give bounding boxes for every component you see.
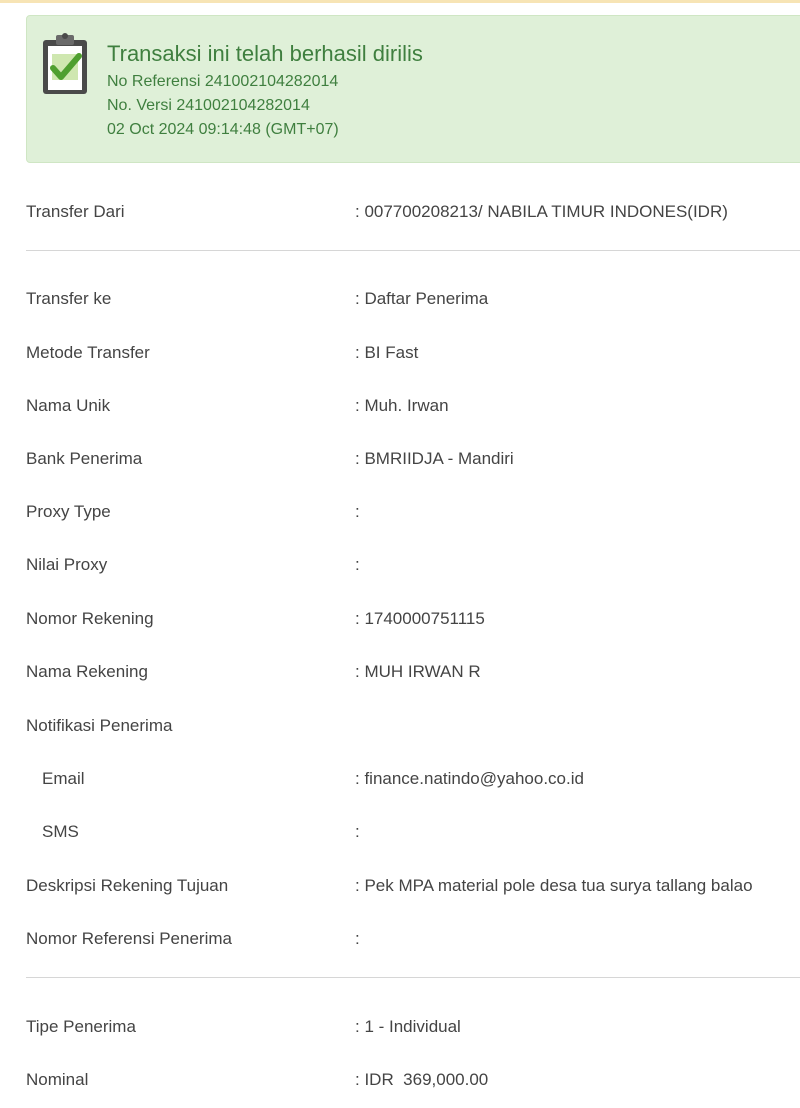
label-nomor-referensi-penerima: Nomor Referensi Penerima (26, 929, 232, 948)
label-proxy-type: Proxy Type (26, 502, 111, 521)
label-notifikasi-penerima: Notifikasi Penerima (26, 716, 173, 735)
divider (26, 250, 800, 251)
row-transfer-ke (0, 284, 800, 314)
row-metode-transfer (0, 338, 800, 368)
label-metode-transfer: Metode Transfer (26, 343, 150, 362)
label-nilai-proxy: Nilai Proxy (26, 555, 108, 574)
label-transfer-ke: Transfer ke (26, 289, 112, 308)
label-transfer-dari: Transfer Dari (26, 202, 125, 221)
clipboard-check-icon (41, 30, 89, 96)
value-tipe-penerima: : 1 - Individual (355, 1017, 461, 1036)
transaction-timestamp: 02 Oct 2024 09:14:48 (GMT+07) (107, 121, 339, 138)
value-sms: : (355, 822, 360, 841)
value-nominal: : IDR 369,000.00 (355, 1070, 489, 1089)
label-bank-penerima: Bank Penerima (26, 449, 143, 468)
row-nama-unik (0, 391, 800, 421)
label-nomor-rekening: Nomor Rekening (26, 609, 154, 628)
value-transfer-ke: : Daftar Penerima (355, 289, 489, 308)
label-nama-unik: Nama Unik (26, 396, 111, 415)
banner-title: Transaksi ini telah berhasil dirilis (107, 41, 423, 66)
row-proxy-type (0, 497, 800, 527)
label-nama-rekening: Nama Rekening (26, 662, 148, 681)
row-bank-penerima (0, 444, 800, 474)
row-nominal (0, 1065, 800, 1095)
top-accent-strip (0, 0, 800, 3)
row-email (0, 764, 800, 794)
label-deskripsi-rekening: Deskripsi Rekening Tujuan (26, 876, 229, 895)
label-tipe-penerima: Tipe Penerima (26, 1017, 136, 1036)
label-sms: SMS (42, 822, 79, 841)
value-nama-unik: : Muh. Irwan (355, 396, 449, 415)
row-nomor-rekening (0, 604, 800, 634)
row-deskripsi-rekening (0, 871, 800, 901)
row-nilai-proxy (0, 550, 800, 580)
row-nama-rekening (0, 657, 800, 687)
value-email: : finance.natindo@yahoo.co.id (355, 769, 584, 788)
value-metode-transfer: : BI Fast (355, 343, 419, 362)
row-nomor-referensi-penerima (0, 924, 800, 954)
value-deskripsi-rekening: : Pek MPA material pole desa tua surya tallang balao (355, 876, 753, 895)
reference-number: No Referensi 241002104282014 (107, 73, 339, 90)
divider (26, 977, 800, 978)
label-nominal: Nominal (26, 1070, 89, 1089)
version-number: No. Versi 241002104282014 (107, 97, 310, 114)
value-proxy-type: : (355, 502, 360, 521)
row-transfer-dari (0, 197, 800, 227)
row-notifikasi-penerima (0, 711, 800, 741)
value-bank-penerima: : BMRIIDJA - Mandiri (355, 449, 514, 468)
row-sms (0, 817, 800, 847)
value-nomor-referensi-penerima: : (355, 929, 360, 948)
success-banner (26, 15, 800, 163)
label-email: Email (42, 769, 85, 788)
value-transfer-dari: : 007700208213/ NABILA TIMUR INDONES(IDR) (355, 202, 728, 221)
row-tipe-penerima (0, 1012, 800, 1042)
value-nilai-proxy: : (355, 555, 360, 574)
value-nomor-rekening: : 1740000751115 (355, 609, 485, 628)
value-nama-rekening: : MUH IRWAN R (355, 662, 481, 681)
